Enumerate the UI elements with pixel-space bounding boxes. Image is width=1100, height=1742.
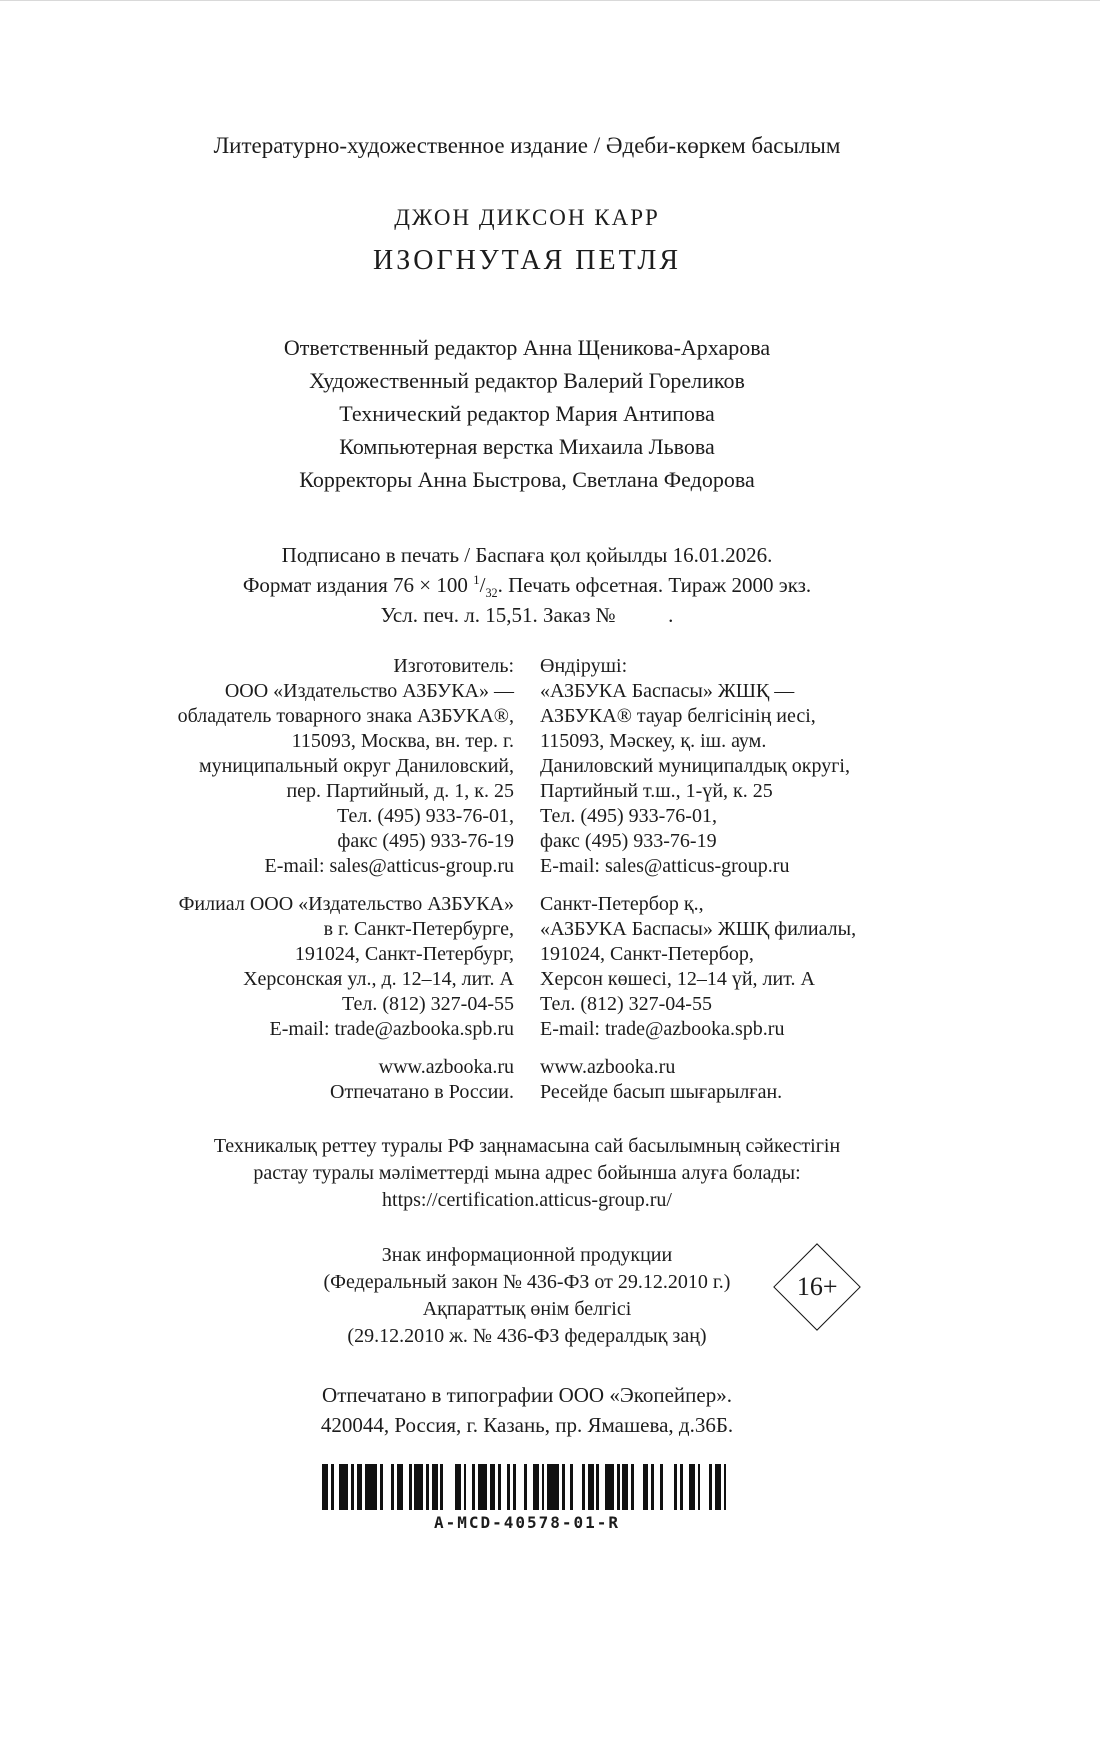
printer-line: Отпечатано в типографии ООО «Экопейпер». (322, 1383, 732, 1407)
producer-line: обладатель товарного знака АЗБУКА®, (177, 705, 514, 727)
credit-line: Художественный редактор Валерий Гореликов (309, 368, 745, 393)
format-pre: Формат издания 76 × 100 (242, 573, 474, 597)
author-name: ДЖОН ДИКСОН КАРР (394, 205, 660, 230)
website-url: www.azbooka.ru (540, 1056, 676, 1078)
producer-columns (172, 654, 882, 1105)
barcode-icon (322, 1464, 732, 1510)
website-url: www.azbooka.ru (378, 1056, 514, 1078)
certification-line: Техникалық реттеу туралы РФ заңнамасына сай басылымның сәйкестігін (213, 1135, 841, 1157)
producer-ru-column (172, 654, 527, 1105)
book-title: ИЗОГНУТАЯ ПЕТЛЯ (372, 245, 681, 276)
producer-ru-block (172, 654, 514, 879)
credit-line: Компьютерная верстка Михаила Львова (339, 434, 715, 459)
producer-email: E-mail: sales@atticus-group.ru (540, 855, 790, 877)
producer-line: Изготовитель: (393, 655, 514, 677)
producer-line: 115093, Москва, вн. тер. г. (291, 730, 514, 752)
format-post: . Печать офсетная. Тираж 2000 экз. (497, 573, 812, 597)
credit-line: Технический редактор Мария Антипова (339, 401, 715, 426)
format-slash: / (479, 573, 486, 597)
certification-url: https://certification.atticus-group.ru/ (382, 1189, 672, 1211)
certification-block (0, 1133, 1054, 1214)
printer-line: 420044, Россия, г. Казань, пр. Ямашева, д.36Б. (320, 1413, 734, 1437)
branch-line: Тел. (812) 327-04-55 (342, 993, 514, 1015)
edition-line: Литературно-художественное издание / Әдеби-көркем басылым (213, 133, 841, 158)
producer-line: Өндіруші: (540, 655, 628, 677)
certification-line: растау туралы мәліметтерді мына адрес бойынша алуға болады: (253, 1162, 801, 1184)
printed-in-line: Отпечатано в России. (330, 1081, 514, 1103)
info-sign-line: Ақпараттық өнім белгісі (422, 1298, 632, 1320)
print-info-block (0, 540, 1054, 630)
branch-line: 191024, Санкт-Петербор, (540, 943, 754, 965)
info-sign-line: (Федеральный закон № 436-ФЗ от 29.12.2010 г.) (323, 1271, 731, 1293)
producer-kz-column (527, 654, 882, 1105)
branch-email: E-mail: trade@azbooka.spb.ru (269, 1018, 514, 1040)
branch-line: в г. Санкт-Петербурге, (323, 918, 514, 940)
info-sign-text (0, 1242, 1054, 1350)
printer-block (0, 1380, 1054, 1440)
branch-email: E-mail: trade@azbooka.spb.ru (540, 1018, 785, 1040)
credits-block (0, 331, 1054, 496)
credit-line: Ответственный редактор Анна Щеникова-Архарова (283, 335, 771, 360)
site-kz-block (540, 1055, 882, 1105)
producer-email: E-mail: sales@atticus-group.ru (264, 855, 514, 877)
branch-line: Херсон көшесі, 12–14 үй, лит. А (540, 968, 815, 990)
colophon-content (0, 133, 1054, 1532)
print-info-format (0, 570, 1054, 600)
info-sign-line: (29.12.2010 ж. № 436-ФЗ федералдық заң) (347, 1325, 707, 1347)
producer-line: «АЗБУКА Баспасы» ЖШҚ — (540, 680, 795, 702)
format-sub: 32 (485, 586, 498, 601)
info-sign-line: Знак информационной продукции (381, 1244, 673, 1266)
info-sign-section (0, 1242, 1054, 1350)
producer-line: Тел. (495) 933-76-01, (337, 805, 514, 827)
branch-line: «АЗБУКА Баспасы» ЖШҚ филиалы, (540, 918, 857, 940)
credit-line: Корректоры Анна Быстрова, Светлана Федорова (299, 467, 755, 492)
producer-line: Даниловский муниципалдық округі, (540, 755, 850, 777)
branch-line: Херсонская ул., д. 12–14, лит. А (243, 968, 514, 990)
site-ru-block (172, 1055, 514, 1105)
producer-line: факс (495) 933-76-19 (540, 830, 717, 852)
branch-line: Санкт-Петербор қ., (540, 893, 704, 915)
producer-line: ООО «Издательство АЗБУКА» — (224, 680, 514, 702)
producer-line: Тел. (495) 933-76-01, (540, 805, 717, 827)
branch-line: Филиал ООО «Издательство АЗБУКА» (178, 893, 514, 915)
producer-line: АЗБУКА® тауар белгісінің иесі, (540, 705, 816, 727)
producer-line: Партийный т.ш., 1-үй, к. 25 (540, 780, 773, 802)
branch-kz-block (540, 892, 882, 1042)
branch-line: Тел. (812) 327-04-55 (540, 993, 712, 1015)
branch-line: 191024, Санкт-Петербург, (294, 943, 514, 965)
branch-ru-block (172, 892, 514, 1042)
printed-in-line: Ресейде басып шығарылған. (540, 1081, 783, 1103)
print-info-order: Усл. печ. л. 15,51. Заказ № . (380, 603, 674, 627)
barcode-code: A-MCD-40578-01-R (433, 1513, 621, 1532)
age-rating-label: 16+ (796, 1271, 838, 1301)
barcode-section (0, 1464, 1054, 1532)
format-sup: 1 (473, 572, 480, 587)
producer-line: пер. Партийный, д. 1, к. 25 (286, 780, 514, 802)
producer-line: 115093, Мәскеу, қ. іш. аум. (540, 730, 767, 752)
producer-line: факс (495) 933-76-19 (337, 830, 514, 852)
print-info-date: Подписано в печать / Баспаға қол қойылды 16.01.2026. (281, 543, 773, 567)
producer-kz-block (540, 654, 882, 879)
producer-line: муниципальный округ Даниловский, (198, 755, 514, 777)
